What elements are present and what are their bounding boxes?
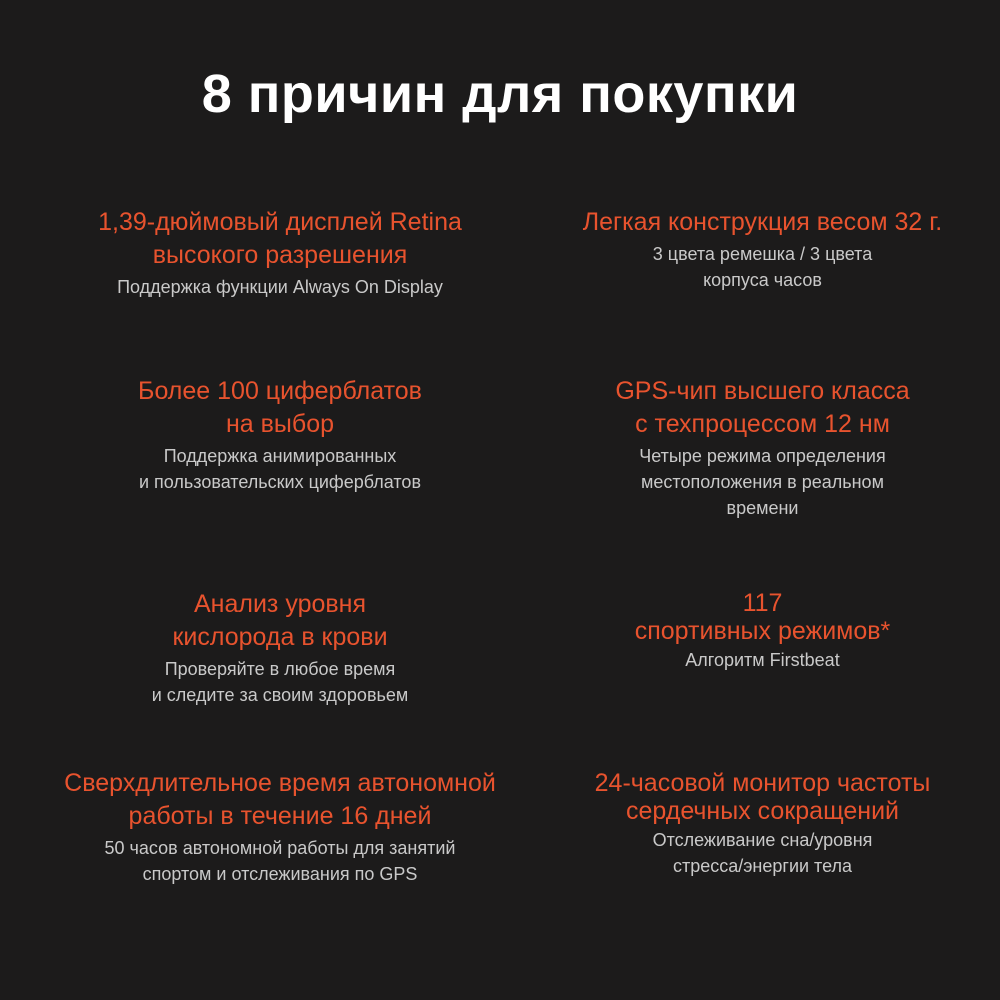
feature-blood-oxygen: [30, 588, 530, 708]
feature-heading: 1,39-дюймовый дисплей Retina высокого разрешения: [98, 208, 462, 269]
feature-weight: [510, 206, 1000, 293]
feature-heart-rate: [510, 769, 1000, 879]
page-title: 8 причин для покупки: [201, 64, 799, 124]
feature-description: Четыре режима определения местоположения в реальном времени: [639, 446, 886, 518]
feature-description: Алгоритм Firstbeat: [685, 650, 840, 670]
feature-sport-modes: [510, 589, 1000, 673]
feature-heading: Легкая конструкция весом 32 г.: [582, 208, 943, 236]
feature-heading: Анализ уровня кислорода в крови: [172, 590, 388, 651]
feature-heading: 24-часовой монитор частоты сердечных сокращений: [594, 769, 931, 825]
feature-battery: [30, 767, 530, 887]
feature-description: Поддержка функции Always On Display: [117, 277, 443, 297]
feature-watch-faces: [30, 375, 530, 495]
feature-heading: 117 спортивных режимов*: [634, 589, 891, 645]
feature-description: 3 цвета ремешка / 3 цвета корпуса часов: [652, 244, 873, 290]
feature-description: Поддержка анимированных и пользовательских циферблатов: [138, 446, 422, 492]
feature-heading: GPS-чип высшего класса с техпроцессом 12 нм: [615, 377, 910, 438]
feature-description: 50 часов автономной работы для занятий спортом и отслеживания по GPS: [104, 838, 456, 884]
feature-description: Отслеживание сна/уровня стресса/энергии тела: [652, 830, 873, 876]
feature-heading: Более 100 циферблатов на выбор: [138, 377, 422, 438]
feature-gps: [510, 375, 1000, 521]
feature-heading: Сверхдлительное время автономной работы в течение 16 дней: [64, 769, 496, 830]
feature-display: [30, 206, 530, 300]
feature-description: Проверяйте в любое время и следите за своим здоровьем: [151, 659, 409, 705]
